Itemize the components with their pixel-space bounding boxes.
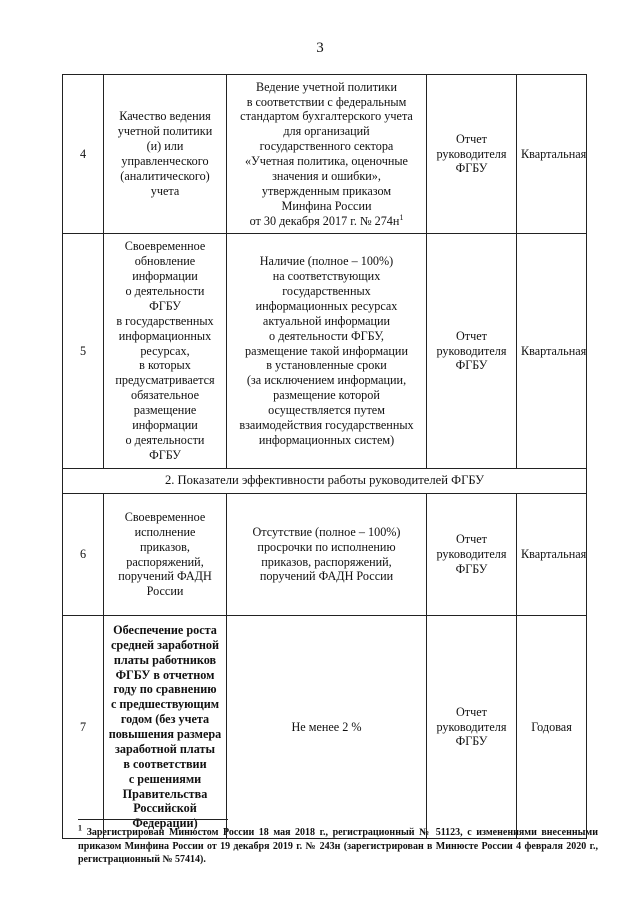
indicator-line: Своевременное (124, 509, 206, 524)
criterion-line: государственного сектора (259, 139, 394, 154)
criterion-line: поручений ФАДН России (259, 569, 394, 584)
criterion-cell (227, 616, 427, 839)
indicator-line: информации (132, 417, 198, 432)
criterion-line: Наличие (полное – 100%) (259, 254, 394, 269)
table-row (63, 75, 587, 234)
criterion-cell (227, 494, 427, 616)
indicator-line: информационных (118, 328, 212, 343)
indicator-line: платы работников (113, 652, 217, 667)
report-form-line: Отчет (456, 704, 487, 719)
indicator-line: Российской (133, 801, 197, 816)
indicator-line: распоряжений, (126, 554, 204, 569)
page-number: 3 (316, 40, 324, 56)
indicator-line: исполнение (134, 524, 196, 539)
indicator-line: ФГБУ (149, 298, 181, 313)
report-form-cell (427, 494, 517, 616)
periodicity-cell: Годовая (517, 616, 587, 839)
indicator-line: обновление (134, 254, 196, 269)
report-form-line: руководителя (436, 343, 507, 358)
criterion-line: осуществляется путем (268, 403, 385, 418)
criterion-line: о деятельности ФГБУ, (269, 328, 384, 343)
report-form-cell (427, 234, 517, 469)
criterion-line: Минфина России (281, 198, 372, 213)
indicator-cell (104, 75, 227, 234)
criterion-line: в соответствии с федеральным (246, 94, 407, 109)
criterion-line: информационных систем) (258, 432, 395, 447)
indicator-line: в государственных (116, 313, 214, 328)
criterion-text: от 30 декабря 2017 г. № 274н (249, 213, 400, 228)
report-form-line: ФГБУ (455, 561, 488, 576)
indicator-line: в которых (139, 358, 191, 373)
footnote-divider (78, 819, 228, 820)
criterion-line: на соответствующих (272, 269, 381, 284)
report-form-cell (427, 616, 517, 839)
criterion-line: приказов, распоряжений, (261, 554, 392, 569)
footnote-text: Зарегистрирован Минюстом России 18 мая 2018 г., регистрационный № 51123, с изменениями внесенными приказом Минфина России от 19 декабря 2019 г. № 243н (зарегистрирован в Минюсте России 4 февраля 2020 г., регистрационный № 57414). (78, 827, 599, 865)
indicator-line: Правительства (122, 786, 208, 801)
indicator-line: (аналитического) (120, 168, 210, 183)
report-form-line: ФГБУ (455, 734, 488, 749)
row-number: 5 (63, 234, 104, 469)
criterion-line: значения и ошибки», (272, 168, 381, 183)
row-number: 7 (63, 616, 104, 839)
indicator-line: о деятельности (125, 284, 205, 299)
row-number: 6 (63, 494, 104, 616)
report-form-line: руководителя (436, 719, 507, 734)
indicator-line: году по сравнению (113, 682, 217, 697)
indicator-line: поручений ФАДН (118, 569, 212, 584)
report-form-line: Отчет (456, 328, 487, 343)
report-form-line: руководителя (436, 547, 507, 562)
report-form-cell (427, 75, 517, 234)
criterion-line: взаимодействия государственных (239, 417, 414, 432)
indicator-line: обязательное (130, 388, 200, 403)
criterion-line: стандартом бухгалтерского учета (240, 109, 413, 124)
indicator-cell (104, 494, 227, 616)
indicator-line: приказов, (140, 539, 190, 554)
indicator-line: ФГБУ в отчетном (115, 667, 215, 682)
indicator-line: Обеспечение роста (113, 622, 217, 637)
criterion-line: государственных (282, 284, 371, 299)
section-title: 2. Показатели эффективности работы руководителей ФГБУ (63, 469, 587, 494)
criterion-line: размещение которой (273, 388, 380, 403)
criterion-line: Ведение учетной политики (256, 79, 397, 94)
periodicity-cell: Квартальная (517, 75, 587, 234)
criterion-line: (за исключением информации, (246, 373, 407, 388)
footnote-marker: 1 (78, 823, 82, 833)
periodicity-cell: Квартальная (517, 234, 587, 469)
criterion-line: Не менее 2 % (291, 719, 362, 734)
indicator-line: о деятельности (125, 432, 205, 447)
report-form-line: ФГБУ (455, 161, 488, 176)
section-header-row (63, 469, 587, 494)
indicator-line: Своевременное (124, 239, 206, 254)
indicator-line: размещение (133, 403, 197, 418)
indicator-line: с предшествующим (110, 697, 220, 712)
indicator-line: предусматривается (115, 373, 215, 388)
indicator-line: в соответствии (123, 756, 207, 771)
report-form-line: ФГБУ (455, 358, 488, 373)
indicator-line: учета (150, 183, 180, 198)
table-row (63, 494, 587, 616)
report-form-line: Отчет (456, 532, 487, 547)
criterion-line: информационных ресурсах (255, 298, 398, 313)
indicators-table (62, 74, 587, 839)
indicator-line: Качество ведения (119, 109, 211, 124)
criterion-line-with-ref (231, 214, 422, 229)
criterion-line: для организаций (283, 124, 370, 139)
indicator-line: с решениями (128, 771, 202, 786)
table-row (63, 234, 587, 469)
indicator-cell (104, 234, 227, 469)
footnote-ref: 1 (399, 212, 404, 222)
criterion-cell (227, 234, 427, 469)
indicator-line: Федерации) (132, 816, 198, 831)
report-form-line: руководителя (436, 146, 507, 161)
indicator-line: учетной политики (117, 124, 213, 139)
criterion-line: Отсутствие (полное – 100%) (252, 524, 401, 539)
indicator-cell (104, 616, 227, 839)
indicator-line: повышения размера (108, 727, 222, 741)
indicator-line: информации (132, 269, 198, 284)
table-row (63, 616, 587, 839)
indicator-line: ФГБУ (149, 447, 181, 462)
indicator-line: годом (без учета (120, 712, 210, 727)
report-form-line: Отчет (456, 131, 487, 146)
criterion-line: «Учетная политика, оценочные (245, 154, 408, 168)
indicator-line: России (146, 584, 184, 599)
criterion-line: в установленные сроки (266, 358, 387, 373)
criterion-cell (227, 75, 427, 234)
indicator-line: средней заработной (111, 637, 219, 652)
periodicity-cell: Квартальная (517, 494, 587, 616)
criterion-line: размещение такой информации (245, 343, 408, 358)
indicator-line: заработной платы (114, 741, 216, 756)
indicator-line: (и) или (146, 139, 184, 154)
criterion-line: просрочки по исполнению (257, 539, 396, 554)
row-number: 4 (63, 75, 104, 234)
criterion-line: утвержденным приказом (261, 183, 392, 198)
indicator-line: ресурсах, (140, 343, 190, 358)
criterion-line: актуальной информации (262, 313, 391, 328)
indicator-line: управленческого (121, 154, 209, 168)
